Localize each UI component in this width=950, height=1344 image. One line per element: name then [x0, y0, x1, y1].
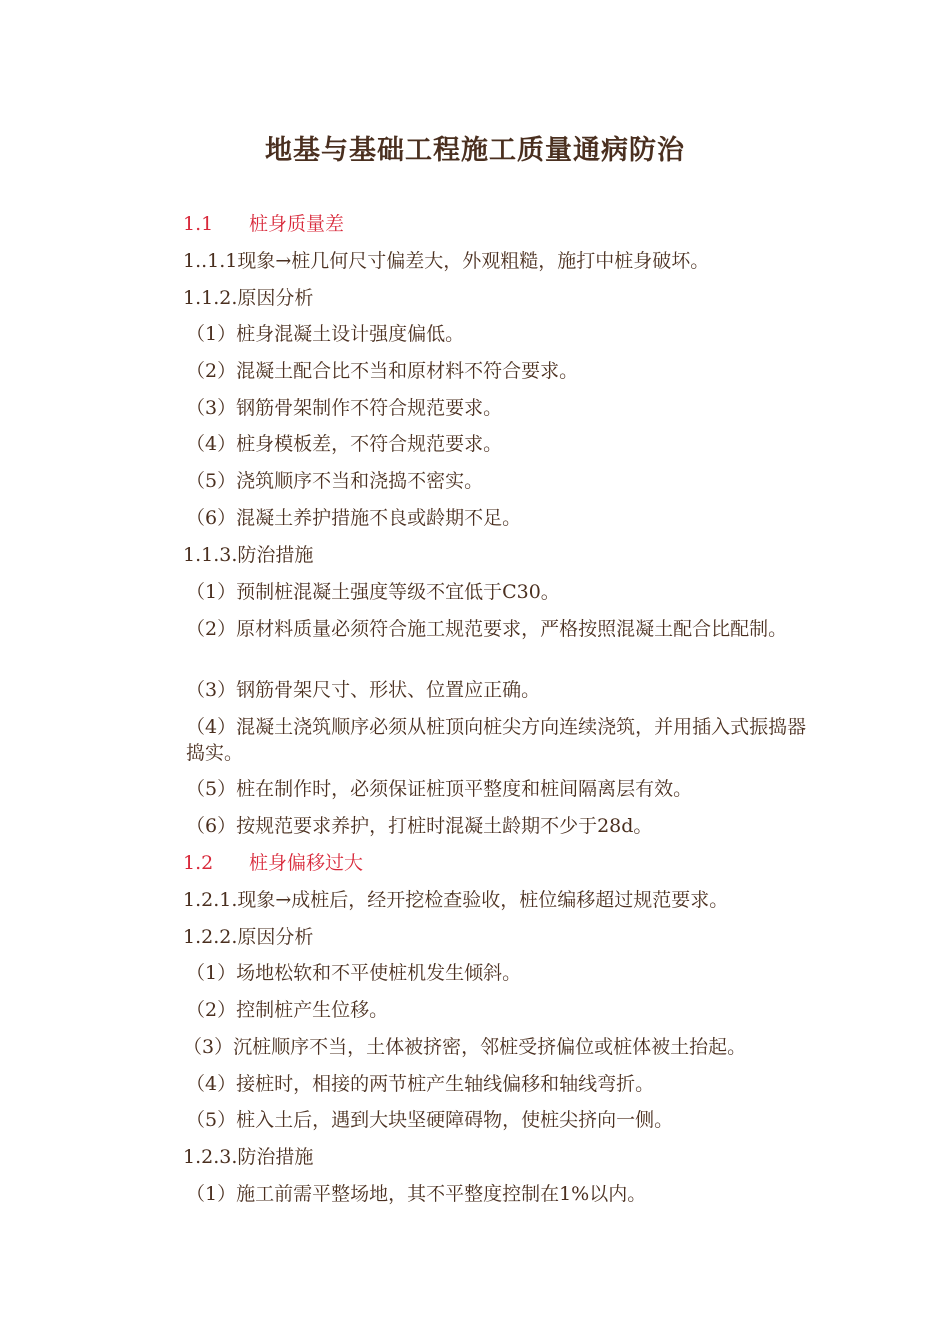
measure-item-text: （4）混凝土浇筑顺序必须从桩顶向桩尖方向连续浇筑，并用插入式振捣器捣实。 [186, 716, 807, 764]
cause-item: （1）桩身混凝土设计强度偏低。 [186, 323, 465, 345]
measure-item [146, 616, 811, 642]
measure-item: （5）桩在制作时，必须保证桩顶平整度和桩间隔离层有效。 [186, 778, 693, 800]
cause-item: （4）接桩时，相接的两节桩产生轴线偏移和轴线弯折。 [186, 1073, 655, 1095]
measure-heading: 1.2.3.防治措施 [183, 1146, 314, 1168]
section-heading [183, 211, 344, 237]
measure-item: （1）预制桩混凝土强度等级不宜低于C30。 [186, 581, 560, 603]
cause-item: （3）沉桩顺序不当，土体被挤密，邻桩受挤偏位或桩体被土抬起。 [183, 1036, 747, 1058]
cause-item: （4）桩身模板差，不符合规范要求。 [186, 433, 503, 455]
measure-item [146, 714, 811, 766]
cause-heading: 1.1.2.原因分析 [183, 287, 314, 309]
section-heading [183, 850, 363, 876]
section-number: 1.2 [183, 852, 214, 874]
cause-item: （2）混凝土配合比不当和原材料不符合要求。 [186, 360, 579, 382]
measure-heading: 1.1.3.防治措施 [183, 544, 314, 566]
cause-item: （1）场地松软和不平使桩机发生倾斜。 [186, 962, 522, 984]
section-number: 1.1 [183, 213, 214, 235]
cause-heading: 1.2.2.原因分析 [183, 926, 314, 948]
cause-item: （3）钢筋骨架制作不符合规范要求。 [186, 397, 503, 419]
phenomenon-text: 1..1.1现象→桩几何尺寸偏差大，外观粗糙，施打中桩身破坏。 [183, 250, 710, 272]
measure-item: （3）钢筋骨架尺寸、形状、位置应正确。 [186, 679, 541, 701]
measure-item: （1）施工前需平整场地，其不平整度控制在1%以内。 [186, 1183, 647, 1205]
measure-item: （6）按规范要求养护，打桩时混凝土龄期不少于28d。 [186, 815, 653, 837]
section-title: 桩身质量差 [249, 213, 345, 235]
cause-item: （2）控制桩产生位移。 [186, 999, 389, 1021]
phenomenon-text: 1.2.1.现象→成桩后，经开挖检查验收，桩位编移超过规范要求。 [183, 889, 729, 911]
cause-item: （5）浇筑顺序不当和浇捣不密实。 [186, 470, 484, 492]
document-title: 地基与基础工程施工质量通病防治 [265, 135, 685, 166]
section-title: 桩身偏移过大 [249, 852, 364, 874]
measure-item-text: （2）原材料质量必须符合施工规范要求，严格按照混凝土配合比配制。 [186, 618, 788, 640]
cause-item: （5）桩入土后，遇到大块坚硬障碍物，使桩尖挤向一侧。 [186, 1109, 674, 1131]
cause-item: （6）混凝土养护措施不良或龄期不足。 [186, 507, 522, 529]
